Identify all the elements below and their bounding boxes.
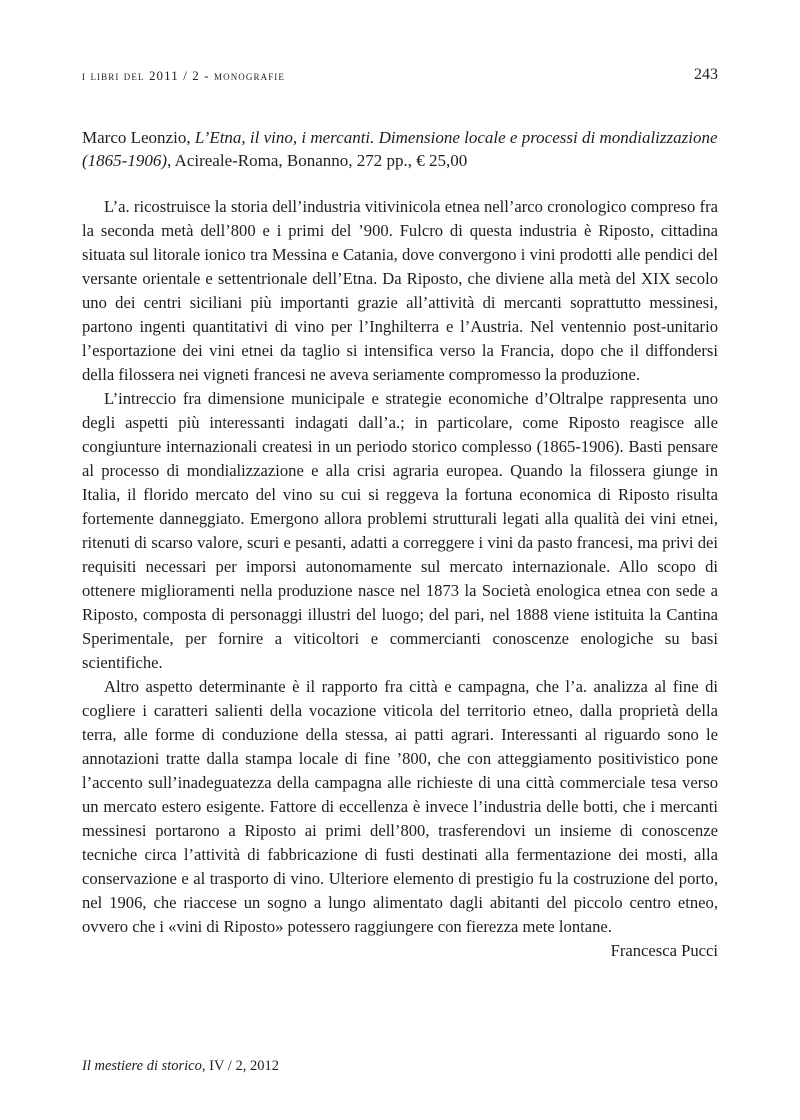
footer-issue: , IV / 2, 2012 (201, 1058, 279, 1074)
book-citation (82, 126, 718, 172)
reviewer-signature: Francesca Pucci (610, 941, 718, 960)
page-footer (82, 1058, 718, 1075)
footer-journal: Il mestiere di storico (82, 1058, 202, 1074)
citation-title: L’Etna, il vino, i mercanti. Dimensione locale e processi di mondializzazione (1865-1906) (82, 128, 718, 170)
running-header (82, 66, 718, 88)
review-paragraph-3: Altro aspetto determinante è il rapporto fra città e campagna, che l’a. analizza al fine di cogliere i caratteri salienti della vocazione viticola del territorio etneo, dalla proprietà della terra, alle forme di conduzione della stessa, ai patti agrari. Interessanti al riguardo sono le annotazioni tratte dalla stampa locale di fine ’800, che con atteggiamento positivistico pone l’accento sull’inadeguatezza della campagna alle richieste di una città commerciale tesa verso un mercato estero esigente. Fattore di eccellenza è invece l’industria delle botti, che i mercanti messinesi portarono a Riposto ai primi dell’800, trasferendovi un insieme di conoscenze tecniche circa l’attività di fabbricazione di fusti destinati alla fermentazione dei mosti, alla conservazione e al trasporto di vino. Ulteriore elemento di prestigio fu la costruzione del porto, nel 1906, che riaccese un sogno a lungo alimentato dagli abitanti del piccolo centro etneo, ovvero che i «vini di Riposto» potessero raggiungere con fierezza mete lontane. (82, 677, 718, 936)
citation-author: Marco Leonzio, (82, 128, 191, 147)
running-title: i libri del 2011 / 2 - monografie (82, 68, 286, 83)
citation-publication: , Acireale-Roma, Bonanno, 272 pp., € 25,00 (166, 151, 468, 170)
review-paragraph-1: L’a. ricostruisce la storia dell’industria vitivinicola etnea nell’arco cronologico compreso fra la seconda metà dell’800 e i primi del ’900. Fulcro di questa industria è Riposto, cittadina situata sul litorale ionico tra Messina e Catania, dove convergono i vini prodotti alle pendici del versante orientale e settentrionale dell’Etna. Da Riposto, che diviene alla metà del XIX secolo uno dei centri siciliani più importanti grazie all’attività di mercanti soprattutto messinesi, partono ingenti quantitativi di vino per l’Inghilterra e l’Austria. Nel ventennio post-unitario l’esportazione dei vini etnei da taglio si intensifica verso la Francia, dopo che il diffondersi della filossera nei vigneti francesi ne aveva seriamente compromesso la produzione. (82, 197, 718, 384)
review-paragraph-2: L’intreccio fra dimensione municipale e strategie economiche d’Oltralpe rappresenta uno degli aspetti più interessanti indagati dall’a.; in particolare, come Riposto reagisce alle congiunture internazionali createsi in un periodo storico complesso (1865-1906). Basti pensare al processo di mondializzazione e alla crisi agraria europea. Quando la filossera giunge in Italia, il florido mercato del vino su cui si reggeva la fortuna economica di Riposto risulta fortemente danneggiato. Emergono allora problemi strutturali legati alla qualità dei vini etnei, ritenuti di scarso valore, scuri e pesanti, adatti a correggere i vini da pasto francesi, ma privi dei requisiti necessari per imporsi autonomamente sul mercato internazionale. Allo scopo di ottenere miglioramenti nella produzione nasce nel 1873 la Società enologica etnea con sede a Riposto, composta di personaggi illustri del luogo; del pari, nel 1888 viene istituita la Cantina Sperimentale, per fornire a viticoltori e commercianti conoscenze enologiche su basi scientifiche. (82, 389, 718, 672)
page-number: 243 (694, 66, 718, 83)
review-body (82, 195, 718, 963)
